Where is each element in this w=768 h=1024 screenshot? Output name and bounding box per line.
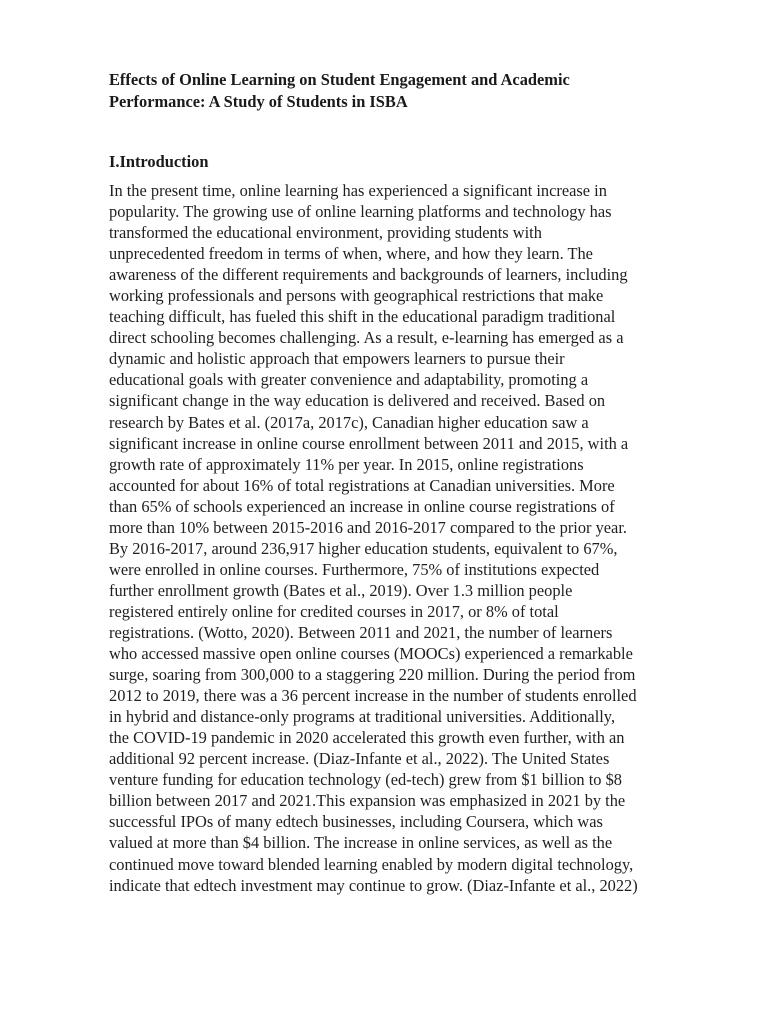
paragraph-line: than 65% of schools experienced an increase in online course registrations of: [109, 496, 615, 516]
paragraph-line: working professionals and persons with geographical restrictions that make: [109, 286, 604, 306]
paragraph-line: awareness of the different requirements and backgrounds of learners, including: [109, 265, 628, 285]
paragraph-line: who accessed massive open online courses (MOOCs) experienced a remarkable: [109, 644, 633, 664]
document-title: [109, 69, 669, 113]
paragraph-line: continued move toward blended learning enabled by modern digital technology,: [109, 854, 634, 874]
paragraph-line: In the present time, online learning has experienced a significant increase in: [109, 181, 607, 200]
paragraph-line: growth rate of approximately 11% per year. In 2015, online registrations: [109, 454, 584, 474]
paragraph-line: venture funding for education technology (ed-tech) grew from $1 billion to $8: [109, 770, 622, 790]
paragraph-line: successful IPOs of many edtech businesses, including Coursera, which was: [109, 812, 603, 832]
paragraph-line: popularity. The growing use of online learning platforms and technology has: [109, 202, 612, 222]
paragraph-line: in hybrid and distance-only programs at traditional universities. Additionally,: [109, 707, 616, 727]
title-line: Performance: A Study of Students in ISBA: [109, 92, 408, 111]
paragraph-line: direct schooling becomes challenging. As a result, e-learning has emerged as a: [109, 328, 624, 348]
paragraph-line: By 2016-2017, around 236,917 higher education students, equivalent to 67%,: [109, 538, 618, 558]
paragraph-line: additional 92 percent increase. (Diaz-Infante et al., 2022). The United States: [109, 749, 610, 769]
paragraph-line: valued at more than $4 billion. The increase in online services, as well as the: [109, 833, 613, 853]
paragraph-line: further enrollment growth (Bates et al., 2019). Over 1.3 million people: [109, 580, 573, 600]
title-line: Effects of Online Learning on Student Engagement and Academic: [109, 70, 570, 89]
paragraph-line: significant increase in online course enrollment between 2011 and 2015, with a: [109, 433, 629, 453]
paragraph-line: registered entirely online for credited courses in 2017, or 8% of total: [109, 601, 559, 621]
paragraph-line: the COVID-19 pandemic in 2020 accelerated this growth even further, with an: [109, 728, 625, 748]
introduction-paragraph: [109, 180, 709, 896]
paragraph-line: transformed the educational environment, providing students with: [109, 223, 542, 243]
paragraph-line: surge, soaring from 300,000 to a staggering 220 million. During the period from: [109, 665, 636, 685]
paragraph-line: were enrolled in online courses. Furthermore, 75% of institutions expected: [109, 559, 600, 579]
paragraph-line: unprecedented freedom in terms of when, where, and how they learn. The: [109, 244, 593, 264]
paragraph-line: significant change in the way education is delivered and received. Based on: [109, 391, 606, 411]
paragraph-line: educational goals with greater convenience and adaptability, promoting a: [109, 370, 589, 390]
paragraph-line: registrations. (Wotto, 2020). Between 2011 and 2021, the number of learners: [109, 622, 613, 642]
paragraph-line: 2012 to 2019, there was a 36 percent increase in the number of students enrolled: [109, 686, 637, 706]
paragraph-line: research by Bates et al. (2017a, 2017c), Canadian higher education saw a: [109, 412, 589, 432]
paragraph-line: teaching difficult, has fueled this shift in the educational paradigm traditional: [109, 307, 616, 327]
paragraph-line: dynamic and holistic approach that empowers learners to pursue their: [109, 349, 565, 369]
paragraph-line: indicate that edtech investment may continue to grow. (Diaz-Infante et al., 2022): [109, 875, 638, 895]
section-heading: I.Introduction: [109, 152, 209, 171]
paragraph-line: billion between 2017 and 2021.This expansion was emphasized in 2021 by the: [109, 791, 626, 811]
paragraph-line: more than 10% between 2015-2016 and 2016-2017 compared to the prior year.: [109, 517, 627, 537]
paragraph-line: accounted for about 16% of total registrations at Canadian universities. More: [109, 475, 615, 495]
